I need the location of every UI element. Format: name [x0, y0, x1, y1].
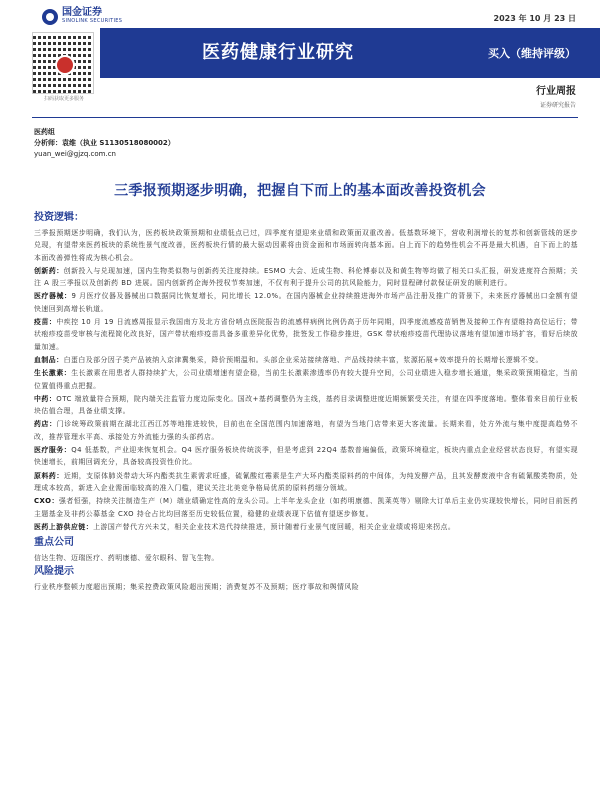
- logo-cn: 国金证券: [62, 7, 102, 18]
- logo-en: SINOLINK SECURITIES: [62, 18, 123, 24]
- logo-mark-icon: [42, 9, 58, 25]
- list-item: 疫苗：中疾控 10 月 19 日流感周报显示我国南方及北方省份哨点医院报告的流感样病例比例仍高于历年同期，四季度流感疫苗销售及接种工作有望维持高位运行；带状疱疹疫苗受审核与流程简化改良好，国产带状疱疹疫苗具备多重差异化优势，批签发工作稳步推进，GSK 带状疱疹疫苗代理协议落地有望加速市场扩容，看好后续放量加速。: [34, 318, 578, 351]
- list-item: 创新药：创新投入与兑现加速，国内生物类似物与创新药关注度持续。ESMO 大会、近成生物、科伦博泰以及和黄生物等均做了相关口头汇报，研发进度符合预期；关注 A 股三季报以及创新药 BD 进展。国内创新药企海外授权节奏加速，不仅有利于提升公司的抗风险能力，同时显程碑付款保证研发的顺利进行。: [34, 266, 579, 288]
- list-item: 原料药：近期，支原体肺炎带动大环内酯类抗生素需求旺盛，硫氰酸红霉素是生产大环内酯类原料药的中间体，为纯发酵产品，且其发酵废液中含有硫氰酸类物质，处理成本较高，新进入企业需面临较高的准入门槛，建议关注北美竞争格局优质的原料药细分领域。: [34, 471, 578, 492]
- list-item: 医药上游供应链：上游国产替代方兴未艾，相关企业技术迭代持续推进，预计随着行业景气度回暖，相关企业业绩或将迎来拐点。: [34, 522, 456, 531]
- intro-paragraph: 三季报预期逐步明确，我们认为，医药板块政策预期和业绩低点已过，四季度有望迎来业绩和政策面双重改善。低基数环境下，营收利润增长的复苏和创新管线的逐步兑现，有望带来医药板块的系统性景气度改善，医药板块行情的最大驱动因素将由资金面和市场面转向基本面。自上而下的趋势性机会不再是最大机遇，自下而上的基本面改善弹性将成为核心机会。: [34, 229, 578, 262]
- team-label: 医药组: [34, 128, 55, 136]
- list-item: 生长激素：生长激素在用患者人群持续扩大，公司业绩增速有望企稳，当前生长激素渗透率仍有较大提升空间，公司业绩进入稳步增长通道，集采政策预期稳定，当前位置值得重点把握。: [34, 369, 578, 390]
- rating-badge: 买入（维持评级）: [488, 47, 576, 60]
- report-subtype: 证券研究报告: [539, 102, 576, 109]
- headline: 三季报预期逐步明确，把握自下而上的基本面改善投资机会: [114, 183, 486, 199]
- section-title-logic: 投资逻辑：: [34, 212, 84, 223]
- analyst-label: 分析师：: [34, 139, 62, 147]
- list-item: 药店：门诊统筹政策前期在湖北江西江苏等地推进较快，目前也在全国范围内加速落地，有望为当地门店带来更大客流量。长期来看，处方外流与集中度提高趋势不改，推荐管理水平高、承接处方外流能力强的头部药店。: [34, 420, 579, 441]
- list-item: 医疗器械：9 月医疗仪器及器械出口数据同比恢复增长，同比增长 12.0%。在国内器械企业持续推进海外市场产品注册及推广的背景下，未来医疗器械出口金额有望快速回到高增长轨道。: [34, 292, 578, 313]
- list-item: 血制品：白蛋白及部分因子类产品被纳入京津冀集采，降价预期温和。头部企业采站接续落地、产品线持续丰富，浆源拓展+效率提升的长期增长逻辑不变。: [34, 355, 543, 364]
- header-divider: [32, 117, 578, 118]
- list-item: 中药：OTC 端放量符合预期，院内端关注监管力度边际变化。国改+基药调整仍为主线，基药目录调整进度近期频繁受关注，有望在四季度落地。整体看来目前行业板块估值合理，具备业绩支撑。: [34, 394, 579, 416]
- report-body: [34, 211, 578, 595]
- companies-text: 信达生物、迈瑞医疗、药明康德、爱尔眼科、智飞生物。: [34, 554, 219, 563]
- list-item: 医疗服务：Q4 低基数，产业迎来恢复机会。Q4 医疗服务板块传统淡季，但是考虑到 22Q4 基数普遍偏低，政策环境稳定，板块内重点企业经营状态良好，有望实现快速增长，前期回调充分，具备较高投资性价比。: [34, 446, 579, 467]
- analyst-name: 袁维（执业 S1130518080002）: [62, 139, 175, 147]
- analyst-info: [34, 127, 175, 160]
- analyst-email[interactable]: yuan_wei@gjzq.com.cn: [34, 150, 116, 158]
- section-title-risk: 风险提示: [34, 566, 74, 578]
- section-title-companies: 重点公司: [34, 537, 74, 549]
- risk-text: 行业秩序整顿力度超出预期；集采控费政策风险超出预期；消费复苏不及预期；医疗事故和舆情风险: [34, 583, 360, 592]
- brand-logo: [42, 8, 122, 25]
- qr-code-icon[interactable]: [32, 32, 94, 94]
- list-item: CXO：强者恒强，持续关注制造生产（M）端业绩确定性高的龙头公司。上半年龙头企业（如药明康德、凯莱英等）剔除大订单后主业仍实现较快增长，同时目前医药主题基金及非药公募基金 CXO 持仓占比均回落至历史较低位置，稳健的业绩表现下估值有望逐步修复。: [34, 497, 578, 518]
- report-type: 行业周报: [536, 86, 576, 97]
- report-title: 医药健康行业研究: [202, 42, 354, 63]
- qr-caption: 扫码获取更多服务: [43, 96, 84, 102]
- report-date: 2023 年 10 月 23 日: [493, 14, 576, 23]
